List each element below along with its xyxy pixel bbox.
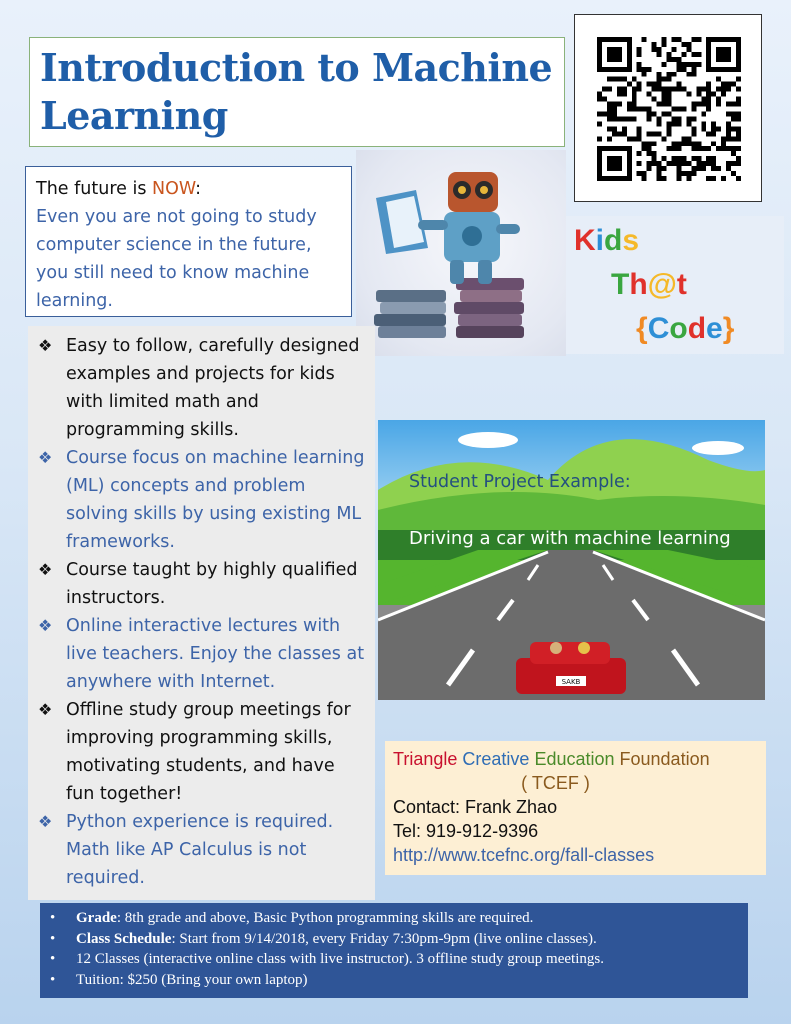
info-item-classes bbox=[50, 949, 738, 970]
feature-bullet bbox=[38, 808, 367, 892]
grade-text: : 8th grade and above, Basic Python programming skills are required. bbox=[116, 910, 534, 926]
grade-label: Grade bbox=[76, 910, 117, 926]
bullet-dot-icon: • bbox=[50, 951, 56, 967]
info-item-schedule bbox=[50, 929, 738, 950]
logo-letter: t bbox=[676, 268, 687, 301]
project-label: Student Project Example: bbox=[409, 472, 631, 492]
future-callout bbox=[25, 166, 352, 317]
qr-code[interactable] bbox=[574, 14, 762, 202]
contact-name: Contact: Frank Zhao bbox=[393, 797, 558, 817]
logo-letter: d bbox=[687, 312, 707, 345]
schedule-text: : Start from 9/14/2018, every Friday 7:30pm-9pm (live online classes). bbox=[171, 930, 597, 947]
logo-letter: d bbox=[604, 224, 623, 257]
logo-letter: } bbox=[722, 312, 735, 345]
logo-letter: e bbox=[706, 312, 723, 345]
logo-letter: i bbox=[595, 224, 605, 257]
project-caption: Driving a car with machine learning bbox=[409, 528, 731, 549]
bullet-dot-icon: • bbox=[50, 971, 56, 988]
bullet-dot-icon: • bbox=[50, 910, 56, 926]
org-name bbox=[393, 747, 758, 771]
diamond-bullet-icon: ❖ bbox=[38, 616, 53, 635]
kids-that-code-logo bbox=[566, 216, 784, 354]
info-item-tuition bbox=[50, 970, 738, 991]
logo-letter: C bbox=[647, 312, 670, 345]
page-title: Introduction to Machine Learning bbox=[40, 45, 553, 138]
org-abbreviation: ( TCEF ) bbox=[521, 773, 590, 793]
contact-url-link[interactable]: http://www.tcefnc.org/fall-classes bbox=[393, 845, 655, 865]
info-item-grade bbox=[50, 908, 738, 929]
future-heading bbox=[36, 175, 341, 203]
logo-letter: o bbox=[669, 312, 688, 345]
diamond-bullet-icon: ❖ bbox=[38, 448, 53, 467]
diamond-bullet-icon: ❖ bbox=[38, 336, 53, 355]
license-plate: SAKB bbox=[561, 678, 581, 686]
future-now-word: NOW bbox=[152, 179, 196, 199]
feature-bullet-text: Easy to follow, carefully designed examples and projects for kids with limited math and programming skills. bbox=[66, 336, 360, 440]
contact-box bbox=[385, 741, 766, 875]
org-word-3: Education bbox=[534, 749, 615, 769]
title-box bbox=[29, 37, 565, 147]
student-project-image bbox=[378, 420, 765, 700]
future-heading-text: The future is bbox=[36, 179, 152, 199]
future-heading-colon: : bbox=[195, 179, 202, 199]
robot-reading-illustration bbox=[356, 150, 566, 356]
feature-bullet bbox=[38, 612, 367, 696]
diamond-bullet-icon: ❖ bbox=[38, 700, 53, 719]
org-word-1: Triangle bbox=[393, 749, 458, 769]
org-word-2: Creative bbox=[462, 749, 530, 769]
contact-phone[interactable]: Tel: 919-912-9396 bbox=[393, 821, 539, 841]
logo-letter: @ bbox=[647, 268, 677, 301]
schedule-label: Class Schedule bbox=[76, 930, 172, 947]
logo-letter: K bbox=[574, 224, 596, 257]
feature-bullet-text: Offline study group meetings for improving programming skills, motivating students, and have fun together! bbox=[66, 700, 351, 804]
logo-letter: s bbox=[622, 224, 640, 257]
feature-bullet-text: Online interactive lectures with live teachers. Enjoy the classes at anywhere with Internet. bbox=[66, 616, 365, 692]
feature-bullet bbox=[38, 444, 367, 556]
diamond-bullet-icon: ❖ bbox=[38, 812, 53, 831]
logo-line-3 bbox=[636, 312, 734, 346]
driving-scene-illustration bbox=[378, 420, 765, 700]
logo-letter: T bbox=[611, 268, 630, 301]
feature-bullet bbox=[38, 556, 367, 612]
feature-bullet-text: Python experience is required. Math like AP Calculus is not required. bbox=[66, 812, 334, 888]
feature-bullet-text: Course focus on machine learning (ML) concepts and problem solving skills by using existing ML frameworks. bbox=[66, 448, 365, 552]
course-info-bar bbox=[40, 903, 748, 998]
feature-bullet bbox=[38, 696, 367, 808]
logo-letter: h bbox=[629, 268, 648, 301]
feature-bullet bbox=[38, 332, 367, 444]
feature-list bbox=[28, 326, 375, 900]
feature-bullet-text: Course taught by highly qualified instructors. bbox=[66, 560, 358, 608]
logo-line-1 bbox=[574, 224, 639, 258]
logo-line-2 bbox=[611, 268, 687, 302]
future-body: Even you are not going to study computer science in the future, you still need to know machine learning. bbox=[36, 207, 317, 311]
qr-code-icon bbox=[597, 37, 741, 181]
tuition-text: Tuition: $250 (Bring your own laptop) bbox=[76, 971, 308, 988]
classes-text: 12 Classes (interactive online class with live instructor). 3 offline study group meetings. bbox=[76, 951, 604, 967]
bullet-dot-icon: • bbox=[50, 930, 56, 947]
diamond-bullet-icon: ❖ bbox=[38, 560, 53, 579]
org-word-4: Foundation bbox=[619, 749, 710, 769]
robot-reading-image bbox=[356, 150, 566, 356]
logo-letter: { bbox=[636, 312, 648, 345]
